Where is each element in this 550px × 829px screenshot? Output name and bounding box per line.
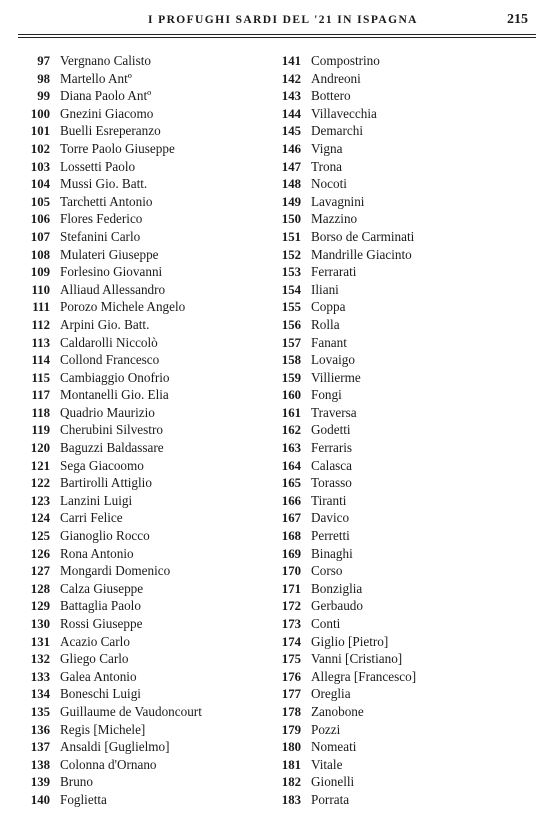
entry-name: Mandrille Giacinto	[311, 246, 412, 262]
entry-name: Battaglia Paolo	[60, 598, 141, 614]
entry-name: Davico	[311, 510, 350, 526]
entry-number: 160	[281, 388, 301, 403]
entry-name: Giglio [Pietro]	[311, 633, 389, 649]
list-item	[0, 87, 280, 105]
list-item	[270, 369, 545, 387]
list-item	[270, 773, 545, 791]
list-item	[0, 246, 280, 264]
entry-name: Mussi Gio. Batt.	[60, 176, 148, 192]
entry-number: 101	[30, 124, 50, 139]
list-item	[270, 386, 545, 404]
entry-number: 138	[30, 757, 50, 772]
entry-name: Lossetti Paolo	[60, 158, 136, 174]
list-item	[0, 580, 280, 598]
list-item	[0, 175, 280, 193]
entry-name: Porrata	[311, 791, 350, 807]
entry-name: Compostrino	[311, 53, 380, 68]
list-item	[0, 738, 280, 756]
entry-number: 139	[30, 775, 50, 790]
list-item	[0, 474, 280, 492]
entry-name: Acazio Carlo	[60, 633, 130, 649]
entry-name: Mulateri Giuseppe	[60, 246, 159, 262]
entry-number: 106	[30, 212, 50, 227]
list-item	[270, 122, 545, 140]
entry-number: 141	[281, 54, 301, 68]
entry-number: 98	[37, 71, 50, 86]
entry-name: Demarchi	[311, 123, 363, 139]
entry-name: Vitale	[311, 756, 343, 772]
entry-number: 167	[281, 511, 301, 526]
running-title: I PROFUGHI SARDI DEL '21 IN ISPAGNA	[148, 14, 418, 26]
list-item	[0, 263, 280, 281]
entry-number: 137	[30, 740, 50, 755]
entry-name: Nocoti	[311, 176, 347, 192]
entry-name: Villierme	[311, 369, 361, 385]
entry-name: Fongi	[311, 387, 342, 403]
list-item	[0, 492, 280, 510]
entry-name: Fanant	[311, 334, 347, 350]
list-item	[270, 246, 545, 264]
entry-name: Conti	[311, 616, 341, 631]
list-item	[270, 351, 545, 369]
entry-name: Gionelli	[311, 774, 355, 790]
entry-number: 110	[31, 282, 50, 297]
list-item	[270, 316, 545, 334]
list-item	[270, 210, 545, 228]
entry-name: Bonziglia	[311, 580, 363, 596]
list-item	[270, 791, 545, 809]
entry-number: 171	[281, 581, 301, 596]
entry-number: 146	[281, 141, 301, 156]
list-item	[0, 404, 280, 422]
entry-number: 182	[281, 775, 301, 790]
entry-name: Galea Antonio	[60, 668, 137, 684]
list-item	[0, 650, 280, 668]
entry-number: 162	[281, 423, 301, 438]
list-item	[0, 316, 280, 334]
list-item	[0, 633, 280, 651]
list-item	[270, 615, 545, 633]
entry-name: Cherubini Silvestro	[60, 422, 163, 438]
page-number: 215	[507, 12, 528, 27]
entry-name: Porozo Michele Angelo	[60, 299, 186, 315]
entry-number: 166	[281, 493, 301, 508]
entry-name: Caldarolli Niccolò	[60, 334, 158, 350]
entry-number: 145	[281, 124, 301, 139]
entry-name: Zanobone	[311, 703, 364, 719]
entry-number: 169	[281, 546, 301, 561]
list-item	[270, 228, 545, 246]
right-name-list	[270, 52, 545, 809]
list-item	[270, 668, 545, 686]
entry-number: 154	[281, 282, 301, 297]
entry-number: 118	[31, 405, 50, 420]
list-item	[270, 633, 545, 651]
header-rule	[18, 37, 536, 38]
list-item	[0, 122, 280, 140]
entry-number: 131	[30, 634, 50, 649]
entry-name: Vanni [Cristiano]	[311, 651, 403, 667]
list-item	[0, 721, 280, 739]
entry-name: Alliaud Allessandro	[60, 281, 166, 297]
entry-number: 115	[31, 370, 50, 385]
entry-name: Corso	[311, 563, 343, 579]
list-item	[270, 158, 545, 176]
list-item	[0, 703, 280, 721]
entry-name: Traversa	[311, 404, 357, 420]
list-item	[270, 421, 545, 439]
entry-name: Foglietta	[60, 791, 107, 807]
list-item	[0, 773, 280, 791]
entry-number: 156	[281, 317, 301, 332]
list-item	[270, 105, 545, 123]
entry-number: 140	[30, 792, 50, 807]
entry-name: Sega Giacoomo	[60, 457, 144, 473]
list-item	[270, 175, 545, 193]
entry-name: Bruno	[60, 774, 93, 790]
list-item	[0, 281, 280, 299]
list-item	[0, 791, 280, 809]
entry-name: Ferrarati	[311, 264, 357, 280]
entry-name: Allegra [Francesco]	[311, 668, 417, 684]
list-item	[270, 703, 545, 721]
entry-number: 123	[30, 493, 50, 508]
list-item	[270, 650, 545, 668]
entry-name: Gnezini Giacomo	[60, 105, 154, 121]
list-item	[0, 685, 280, 703]
entry-number: 173	[281, 617, 301, 631]
entry-number: 178	[281, 704, 301, 719]
entry-number: 120	[30, 441, 50, 456]
list-item	[270, 492, 545, 510]
list-item	[0, 509, 280, 527]
entry-name: Flores Federico	[60, 211, 143, 227]
entry-number: 127	[30, 564, 50, 579]
entry-number: 149	[281, 194, 301, 209]
entry-number: 163	[281, 441, 301, 456]
entry-number: 119	[31, 423, 50, 438]
list-item	[0, 527, 280, 545]
entry-name: Lanzini Luigi	[60, 492, 133, 508]
list-item	[0, 210, 280, 228]
entry-number: 108	[30, 247, 50, 262]
entry-number: 136	[30, 722, 50, 737]
list-item	[270, 87, 545, 105]
entry-name: Baguzzi Baldassare	[60, 440, 164, 456]
entry-name: Trona	[311, 158, 343, 174]
entry-number: 152	[281, 247, 301, 262]
entry-number: 175	[281, 652, 301, 667]
list-item	[270, 721, 545, 739]
entry-number: 113	[31, 335, 50, 350]
left-name-list	[0, 52, 280, 809]
entry-name: Gerbaudo	[311, 598, 363, 614]
entry-number: 148	[281, 177, 301, 192]
entry-name: Tarchetti Antonio	[60, 193, 153, 209]
list-item	[0, 756, 280, 774]
list-item	[270, 52, 545, 70]
entry-number: 181	[281, 757, 301, 772]
entry-number: 177	[281, 687, 301, 702]
entry-name: Stefanini Carlo	[60, 228, 141, 244]
entry-name: Torre Paolo Giuseppe	[60, 140, 175, 156]
list-item	[270, 263, 545, 281]
list-item	[270, 562, 545, 580]
entry-number: 183	[281, 792, 301, 807]
entry-number: 109	[30, 265, 50, 280]
list-item	[0, 439, 280, 457]
list-item	[270, 509, 545, 527]
entry-number: 130	[30, 617, 50, 631]
entry-number: 125	[30, 529, 50, 544]
list-item	[270, 580, 545, 598]
entry-name: Coppa	[311, 299, 346, 315]
list-item	[0, 369, 280, 387]
entry-number: 126	[30, 546, 50, 561]
entry-number: 179	[281, 722, 301, 737]
list-item	[270, 70, 545, 88]
entry-name: Regis [Michele]	[60, 721, 146, 737]
list-item	[0, 70, 280, 88]
entry-number: 104	[30, 177, 50, 192]
entry-name: Boneschi Luigi	[60, 686, 141, 702]
entry-name: Guillaume de Vaudoncourt	[60, 703, 202, 719]
entry-name: Godetti	[311, 422, 351, 438]
entry-number: 147	[281, 159, 301, 174]
entry-name: Andreoni	[311, 70, 361, 86]
entry-name: Torasso	[311, 475, 352, 491]
list-item	[0, 334, 280, 352]
entry-number: 99	[37, 89, 50, 104]
list-item	[0, 386, 280, 404]
list-item	[270, 527, 545, 545]
entry-number: 133	[30, 669, 50, 684]
entry-name: Mongardi Domenico	[60, 563, 171, 579]
entry-name: Ferraris	[311, 440, 353, 456]
entry-number: 102	[30, 141, 50, 156]
list-item	[0, 545, 280, 563]
entry-number: 144	[281, 106, 301, 121]
entry-name: Carri Felice	[60, 510, 123, 526]
entry-name: Iliani	[311, 281, 339, 297]
list-item	[270, 140, 545, 158]
list-item	[270, 439, 545, 457]
entry-number: 170	[281, 564, 301, 579]
list-item	[0, 421, 280, 439]
entry-name: Rona Antonio	[60, 545, 134, 561]
entry-name: Binaghi	[311, 545, 353, 561]
entry-number: 164	[281, 458, 301, 473]
entry-number: 114	[31, 353, 50, 368]
list-item	[270, 281, 545, 299]
list-item	[0, 158, 280, 176]
entry-number: 161	[281, 405, 301, 420]
entry-name: Quadrio Maurizio	[60, 404, 155, 420]
entry-name: Vergnano Calisto	[60, 53, 151, 68]
entry-name: Colonna d'Ornano	[60, 756, 157, 772]
list-item	[0, 228, 280, 246]
entry-number: 128	[30, 581, 50, 596]
list-item	[270, 597, 545, 615]
list-item	[0, 52, 280, 70]
entry-name: Perretti	[311, 528, 350, 544]
entry-number: 117	[31, 388, 50, 403]
page-header	[0, 12, 550, 32]
list-item	[0, 457, 280, 475]
entry-number: 107	[30, 229, 50, 244]
entry-number: 134	[30, 687, 50, 702]
entry-name: Collond Francesco	[60, 352, 160, 368]
list-item	[270, 474, 545, 492]
entry-name: Gianoglio Rocco	[60, 528, 150, 544]
list-item	[0, 562, 280, 580]
entry-number: 132	[30, 652, 50, 667]
entry-number: 97	[37, 54, 50, 68]
entry-name: Lovaigo	[311, 352, 355, 368]
entry-number: 165	[281, 476, 301, 491]
entry-number: 159	[281, 370, 301, 385]
header-rule	[18, 34, 536, 35]
entry-name: Buelli Esreperanzo	[60, 123, 161, 139]
entry-number: 105	[30, 194, 50, 209]
entry-name: Oreglia	[311, 686, 351, 702]
entry-name: Villavecchia	[311, 105, 377, 121]
entry-name: Martello Antº	[60, 70, 132, 86]
entry-name: Cambiaggio Onofrio	[60, 369, 170, 385]
entry-name: Pozzi	[311, 721, 341, 737]
entry-name: Vigna	[311, 140, 343, 156]
list-item	[270, 193, 545, 211]
entry-number: 135	[30, 704, 50, 719]
entry-number: 180	[281, 740, 301, 755]
entry-name: Rossi Giuseppe	[60, 616, 143, 631]
entry-name: Calasca	[311, 457, 353, 473]
entry-name: Forlesino Giovanni	[60, 264, 163, 280]
list-item	[270, 738, 545, 756]
entry-name: Mazzino	[311, 211, 358, 227]
entry-name: Calza Giuseppe	[60, 580, 144, 596]
list-item	[270, 756, 545, 774]
entry-number: 172	[281, 599, 301, 614]
entry-number: 103	[30, 159, 50, 174]
list-item	[0, 597, 280, 615]
entry-name: Ansaldi [Guglielmo]	[60, 739, 170, 755]
entry-name: Bartirolli Attiglio	[60, 475, 152, 491]
entry-number: 153	[281, 265, 301, 280]
entry-name: Lavagnini	[311, 193, 365, 209]
entry-number: 158	[281, 353, 301, 368]
entry-name: Borso de Carminati	[311, 228, 415, 244]
entry-number: 142	[281, 71, 301, 86]
entry-name: Montanelli Gio. Elia	[60, 387, 169, 403]
entry-number: 151	[281, 229, 301, 244]
entry-number: 100	[30, 106, 50, 121]
list-item	[0, 351, 280, 369]
list-item	[0, 140, 280, 158]
list-item	[270, 545, 545, 563]
list-item	[270, 685, 545, 703]
list-item	[0, 668, 280, 686]
entry-name: Gliego Carlo	[60, 651, 129, 667]
entry-number: 155	[281, 300, 301, 315]
list-item	[270, 334, 545, 352]
list-item	[0, 298, 280, 316]
entry-number: 112	[31, 317, 50, 332]
entry-number: 121	[30, 458, 50, 473]
entry-number: 129	[30, 599, 50, 614]
list-item	[270, 298, 545, 316]
entry-number: 176	[281, 669, 301, 684]
entry-number: 143	[281, 89, 301, 104]
list-item	[270, 457, 545, 475]
entry-number: 124	[30, 511, 50, 526]
entry-number: 111	[32, 300, 50, 315]
list-item	[0, 193, 280, 211]
entry-name: Rolla	[311, 316, 340, 332]
list-item	[0, 615, 280, 633]
entry-number: 122	[30, 476, 50, 491]
list-item	[270, 404, 545, 422]
entry-number: 150	[281, 212, 301, 227]
entry-name: Diana Paolo Antº	[60, 88, 152, 104]
entry-number: 157	[281, 335, 301, 350]
entry-name: Nomeati	[311, 739, 357, 755]
entry-name: Arpini Gio. Batt.	[60, 316, 150, 332]
list-item	[0, 105, 280, 123]
entry-number: 174	[281, 634, 301, 649]
entry-name: Bottero	[311, 88, 351, 104]
entry-name: Tiranti	[311, 492, 347, 508]
entry-number: 168	[281, 529, 301, 544]
